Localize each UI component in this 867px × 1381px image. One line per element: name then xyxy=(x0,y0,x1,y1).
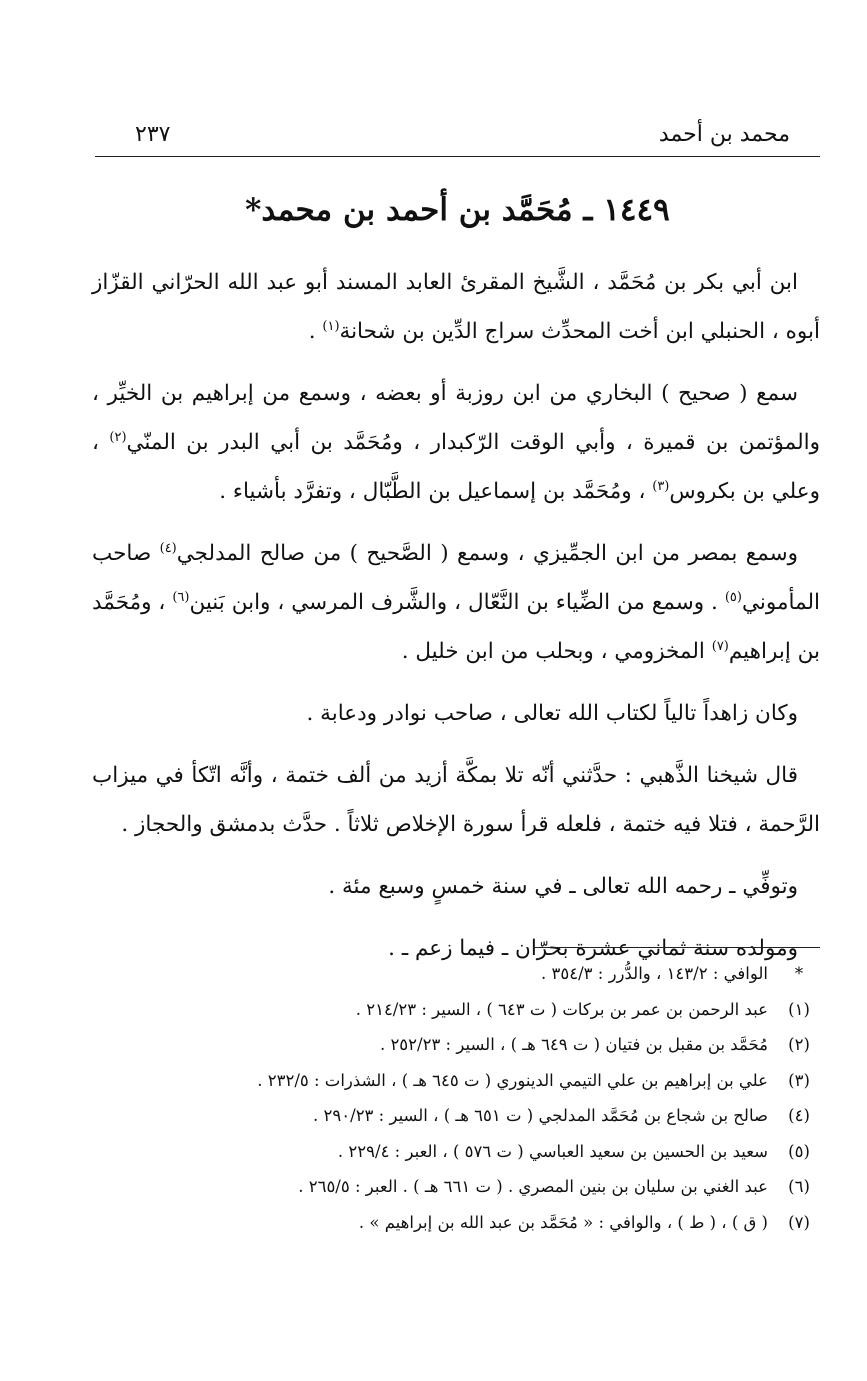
footnote-item xyxy=(150,992,820,1028)
entry-body xyxy=(92,258,820,986)
footnote-mark: * xyxy=(794,964,804,983)
footnote-text: ( ق ) ، ( ط ) ، والوافي : « مُحَمَّد بن عبد الله بن إبراهيم » . xyxy=(358,1212,768,1232)
paragraph-text: المخزومي ، وبحلب من ابن خليل . xyxy=(401,639,712,664)
footnote-item xyxy=(150,1063,820,1099)
footnote-item xyxy=(150,1205,820,1241)
paragraph-death: وتوفِّي ـ رحمه الله تعالى ـ في سنة خمسٍ وسبع مئة . xyxy=(328,874,798,899)
footnote-ref: (٣) xyxy=(652,478,670,494)
footnote-ref: (٦) xyxy=(172,589,190,605)
running-title: محمد بن أحمد xyxy=(658,122,790,147)
paragraph-text: صاحب المأموني xyxy=(92,541,820,615)
paragraph-text: ، وعلي بن بكروس xyxy=(92,430,820,504)
entry-title: ١٤٤٩ ـ مُحَمَّد بن أحمد بن محمد* xyxy=(245,192,670,228)
footnote-text: صالح بن شجاع بن مُحَمَّد المدلجي ( ت ٦٥١ هـ ) ، السير : ٢٩٠/٢٣ . xyxy=(313,1106,768,1125)
footnote-ref: (٥) xyxy=(724,589,742,605)
footnote-mark: (٦) xyxy=(788,1177,810,1196)
paragraph-character: وكان زاهداً تالياً لكتاب الله تعالى ، صاحب نوادر ودعابة . xyxy=(306,701,798,726)
footnote-mark: (٥) xyxy=(788,1141,810,1161)
paragraph-text: ابن أبي بكر بن مُحَمَّد ، الشَّيخ المقرئ العابد المسند أبو عبد الله الحرّاني القزّاز أبوه ، الحنبلي ابن أخت المحدِّث سراج الدِّين بن شحانة xyxy=(92,270,820,344)
footnote-text: علي بن إبراهيم بن علي التيمي الدينوري ( ت ٦٤٥ هـ ) ، الشذرات : ٢٣٢/٥ . xyxy=(257,1070,768,1090)
page-number: ٢٣٧ xyxy=(135,122,171,147)
footnote-ref: (٢) xyxy=(109,429,127,445)
paragraph-dhahabi-quote: قال شيخنا الذَّهبي : حدَّثني أنّه تلا بمكَّة أزيد من ألف ختمة ، وأنَّه اتّكأ في ميزاب الرَّحمة ، فتلا فيه ختمة ، فلعله قرأ سورة الإخلاص ثلاثاً . حدَّث بدمشق والحجاز . xyxy=(92,763,820,837)
footnote-text: سعيد بن الحسين بن سعيد العباسي ( ت ٥٧٦ ) ، العبر : ٢٢٩/٤ . xyxy=(337,1141,768,1161)
footnote-item xyxy=(150,1134,820,1170)
footnote-item xyxy=(150,1098,820,1134)
paragraph-birth: ومولده سنة ثماني عشرة بحرّان ـ فيما زعم ـ . xyxy=(388,936,798,961)
running-header xyxy=(95,120,820,157)
footnote-mark: (٢) xyxy=(788,1035,810,1054)
footnote-text: عبد الغني بن سليان بن بنين المصري . ( ت ٦٦١ هـ ) . العبر : ٢٦٥/٥ . xyxy=(298,1177,768,1196)
footnote-ref: (١) xyxy=(322,318,340,334)
footnote-mark: (٣) xyxy=(788,1070,810,1090)
paragraph-lineage xyxy=(92,258,820,356)
footnote-item xyxy=(150,956,820,992)
paragraph-text: . xyxy=(308,319,323,344)
footnote-item xyxy=(150,1169,820,1205)
paragraph-text: . وسمع من الضِّياء بن النَّعّال ، والشَّرف المرسي ، وابن بَنين xyxy=(189,590,725,615)
paragraph-text: وسمع بمصر من ابن الجمِّيزي ، وسمع ( الصَّحيح ) من صالح المدلجي xyxy=(176,541,798,566)
paragraph-teachers xyxy=(92,369,820,516)
footnote-ref: (٤) xyxy=(159,540,177,556)
footnote-ref: (٧) xyxy=(711,638,729,654)
footnote-text: عبد الرحمن بن عمر بن بركات ( ت ٦٤٣ ) ، السير : ٢١٤/٢٣ . xyxy=(355,999,768,1019)
paragraph-text: سمع ( صحيح ) البخاري من ابن روزبة أو بعضه ، وسمع من إبراهيم بن الخيِّر ، والمؤتمن بن قميرة ، وأبي الوقت الرّكبدار ، ومُحَمَّد بن أبي البدر بن المنّي xyxy=(92,381,820,455)
paragraph-text: ، ومُحَمَّد بن إسماعيل بن الطَّبّال ، وتفرَّد بأشياء . xyxy=(219,479,653,504)
paragraph-egypt xyxy=(92,529,820,676)
footnote-item xyxy=(150,1027,820,1063)
footnote-divider xyxy=(533,947,820,948)
footnote-mark: (١) xyxy=(788,999,810,1019)
footnote-mark: (٧) xyxy=(788,1212,810,1232)
footnote-text: الوافي : ١٤٣/٢ ، والدُّرر : ٣٥٤/٣ . xyxy=(541,964,768,983)
footnote-text: مُحَمَّد بن مقبل بن فتيان ( ت ٦٤٩ هـ ) ، السير : ٢٥٢/٢٣ . xyxy=(379,1035,768,1054)
paragraph-text: ، ومُحَمَّد بن إبراهيم xyxy=(92,590,820,664)
footnotes xyxy=(150,956,820,1240)
footnote-mark: (٤) xyxy=(788,1106,810,1125)
